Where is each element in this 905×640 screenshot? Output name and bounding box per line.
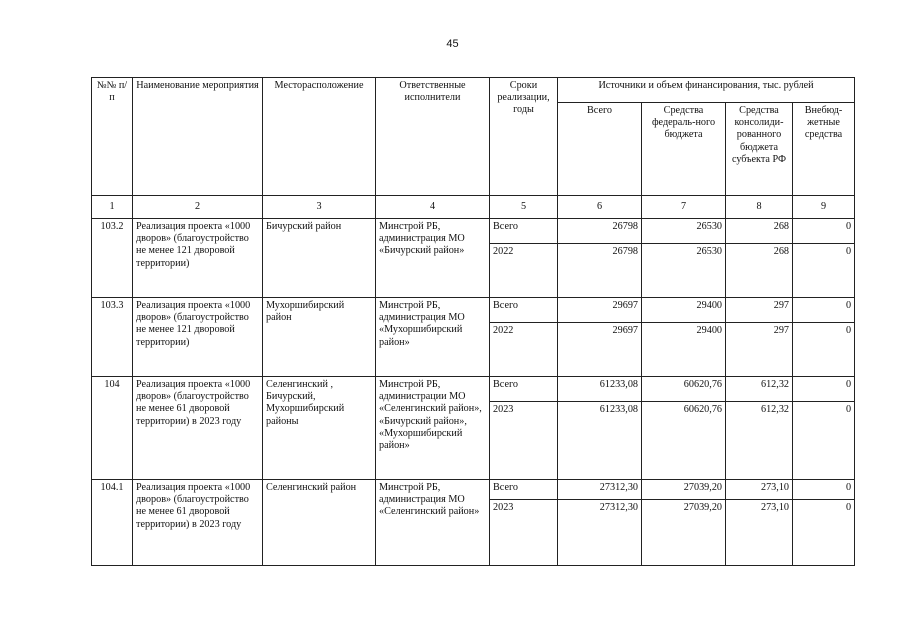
row-extrabudget: 0	[793, 323, 855, 377]
row-federal: 26530	[642, 244, 726, 298]
row-location: Мухоршибирский район	[263, 298, 376, 377]
column-number: 9	[793, 196, 855, 219]
row-extrabudget: 0	[793, 244, 855, 298]
header-financing: Источники и объем финансирования, тыс. рублей	[558, 78, 855, 103]
table-row	[92, 298, 855, 323]
row-executors: Минстрой РБ, администрация МО «Селенгинский район»	[376, 480, 490, 566]
header-number: №№ п/п	[92, 78, 133, 196]
table-row	[92, 219, 855, 244]
table-row	[92, 480, 855, 500]
row-period: 2022	[490, 323, 558, 377]
row-total: 61233,08	[558, 402, 642, 480]
row-executors: Минстрой РБ, администрация МО «Мухоршибирский район»	[376, 298, 490, 377]
header-extrabudget: Внебюд-жетные средства	[793, 103, 855, 196]
row-extrabudget: 0	[793, 480, 855, 500]
header-row	[92, 78, 855, 103]
row-total: 29697	[558, 298, 642, 323]
header-total: Всего	[558, 103, 642, 196]
header-executors: Ответственные исполнители	[376, 78, 490, 196]
row-extrabudget: 0	[793, 298, 855, 323]
column-number: 1	[92, 196, 133, 219]
row-executors: Минстрой РБ, администрации МО «Селенгинский район», «Бичурский район», «Мухоршибирский район»	[376, 377, 490, 480]
page-number: 45	[446, 38, 459, 50]
column-number: 6	[558, 196, 642, 219]
row-regional: 273,10	[726, 480, 793, 500]
column-number: 5	[490, 196, 558, 219]
row-regional: 297	[726, 323, 793, 377]
financing-table	[91, 77, 855, 566]
row-regional: 268	[726, 219, 793, 244]
row-executors: Минстрой РБ, администрация МО «Бичурский район»	[376, 219, 490, 298]
column-number: 8	[726, 196, 793, 219]
row-total: 27312,30	[558, 500, 642, 566]
row-period: 2022	[490, 244, 558, 298]
row-extrabudget: 0	[793, 219, 855, 244]
column-number: 3	[263, 196, 376, 219]
row-extrabudget: 0	[793, 402, 855, 480]
column-number: 7	[642, 196, 726, 219]
row-federal: 27039,20	[642, 480, 726, 500]
row-regional: 612,32	[726, 402, 793, 480]
row-period: 2023	[490, 402, 558, 480]
row-extrabudget: 0	[793, 377, 855, 402]
row-regional: 273,10	[726, 500, 793, 566]
row-period: Всего	[490, 377, 558, 402]
row-federal: 26530	[642, 219, 726, 244]
row-number: 103.2	[92, 219, 133, 298]
row-location: Селенгинский район	[263, 480, 376, 566]
row-regional: 612,32	[726, 377, 793, 402]
row-total: 26798	[558, 219, 642, 244]
column-number: 2	[133, 196, 263, 219]
row-location: Бичурский район	[263, 219, 376, 298]
row-period: Всего	[490, 298, 558, 323]
column-number: 4	[376, 196, 490, 219]
row-federal: 29400	[642, 323, 726, 377]
row-period: Всего	[490, 480, 558, 500]
table-row	[92, 377, 855, 402]
row-total: 27312,30	[558, 480, 642, 500]
header-regional: Средства консолиди-рованного бюджета субъекта РФ	[726, 103, 793, 196]
row-regional: 268	[726, 244, 793, 298]
header-location: Месторасположение	[263, 78, 376, 196]
row-name: Реализация проекта «1000 дворов» (благоустройство не менее 61 дворовой территории) в 2023 году	[133, 377, 263, 480]
row-number: 103.3	[92, 298, 133, 377]
row-name: Реализация проекта «1000 дворов» (благоустройство не менее 121 дворовой территории)	[133, 219, 263, 298]
column-number-row	[92, 196, 855, 219]
row-total: 29697	[558, 323, 642, 377]
row-federal: 27039,20	[642, 500, 726, 566]
row-period: 2023	[490, 500, 558, 566]
row-regional: 297	[726, 298, 793, 323]
row-period: Всего	[490, 219, 558, 244]
row-number: 104.1	[92, 480, 133, 566]
row-location: Селенгинский , Бичурский, Мухоршибирский районы	[263, 377, 376, 480]
row-extrabudget: 0	[793, 500, 855, 566]
row-name: Реализация проекта «1000 дворов» (благоустройство не менее 121 дворовой территории)	[133, 298, 263, 377]
header-period: Сроки реализации, годы	[490, 78, 558, 196]
row-total: 61233,08	[558, 377, 642, 402]
header-name: Наименование мероприятия	[133, 78, 263, 196]
header-federal: Средства федераль-ного бюджета	[642, 103, 726, 196]
row-federal: 60620,76	[642, 377, 726, 402]
row-federal: 60620,76	[642, 402, 726, 480]
row-federal: 29400	[642, 298, 726, 323]
row-number: 104	[92, 377, 133, 480]
row-name: Реализация проекта «1000 дворов» (благоустройство не менее 61 дворовой территории) в 2023 году	[133, 480, 263, 566]
row-total: 26798	[558, 244, 642, 298]
